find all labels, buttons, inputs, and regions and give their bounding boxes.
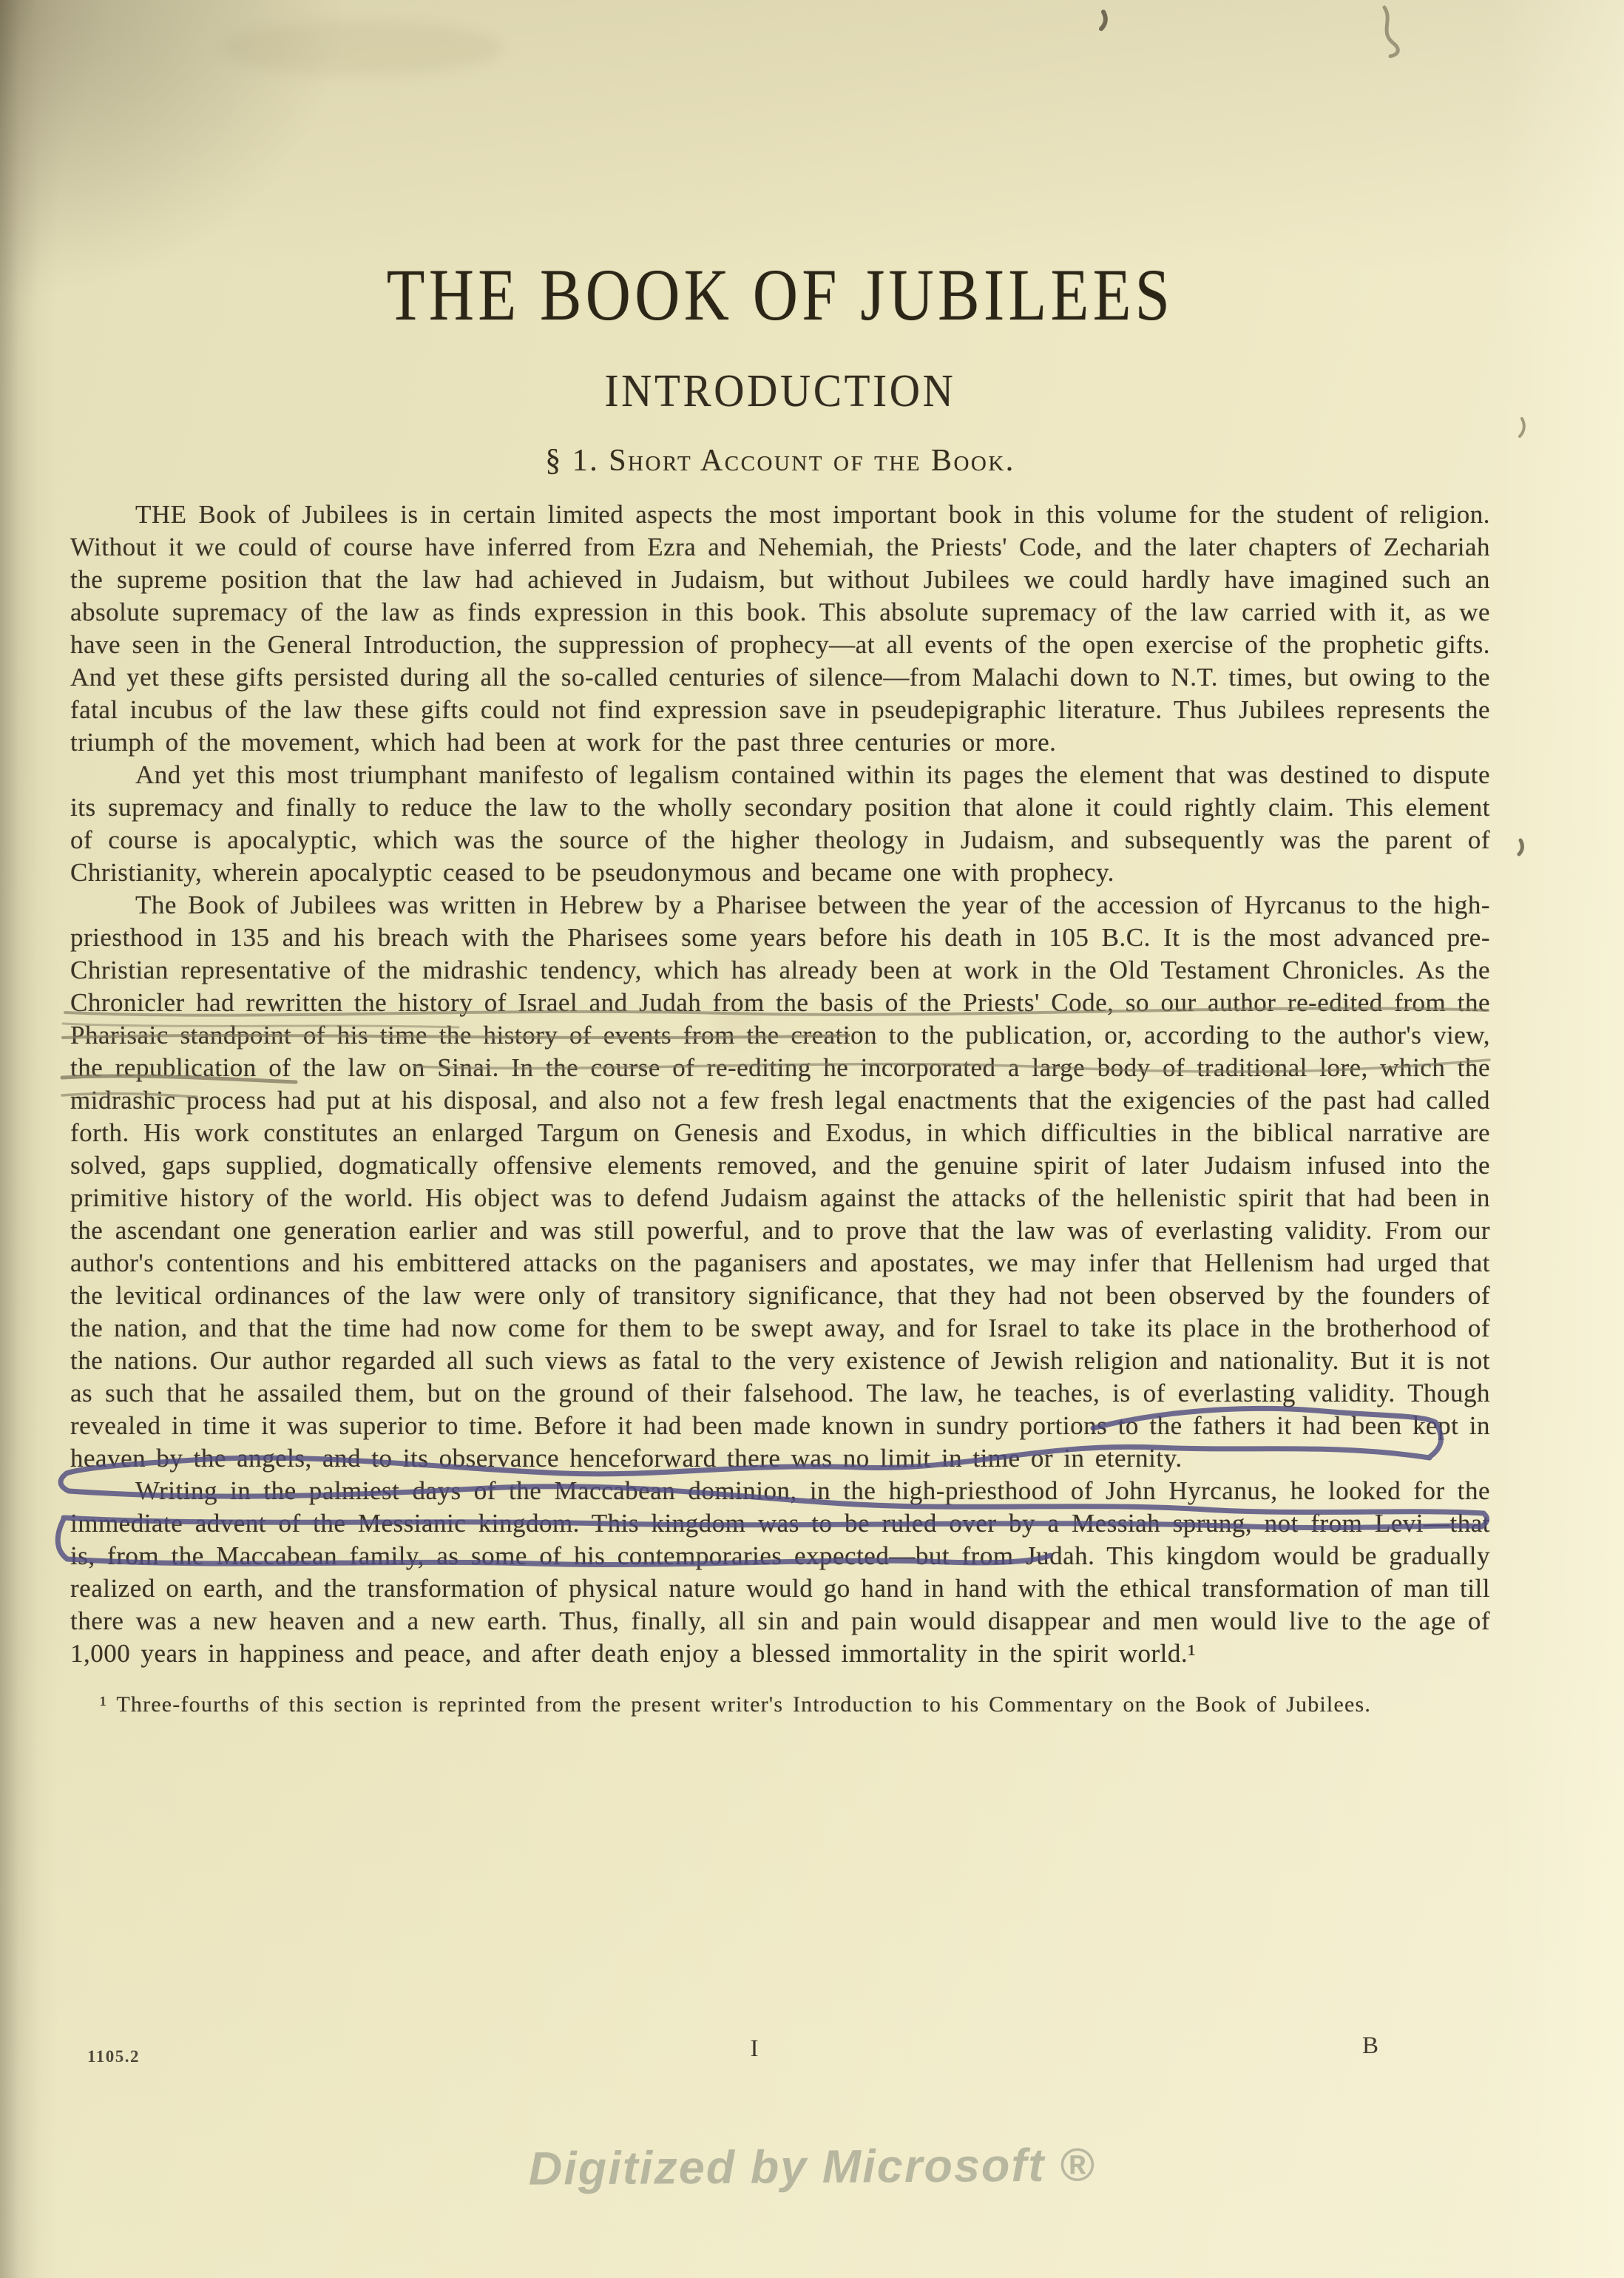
paragraph-1: THE Book of Jubilees is in certain limited aspects the most important book in this volume for the student of religion. Without it we could of course have inferred from Ezra and Nehemiah, the Priests' Code, and the later chapters of Zechariah the supreme position that the law had achieved in Judaism, but without Jubilees we could hardly have imagined such an absolute supremacy of the law as finds expression in this book. This absolute supremacy of the law carried with it, as we have seen in the General Introduction, the suppression of prophecy—at all events of the open exercise of the prophetic gifts. And yet these gifts persisted during all the so-called centuries of silence—from Malachi down to N.T. times, but owing to the fatal incubus of the law these gifts could not find expression save in pseudepigraphic literature. Thus Jubilees represents the triumph of the movement, which had been at work for the past three centuries or more. bbox=[70, 500, 1490, 757]
page-left-edge-shadow bbox=[0, 0, 59, 2278]
signature-mark: B bbox=[1362, 2032, 1379, 2059]
printers-mark: 1105.2 bbox=[87, 2047, 140, 2066]
body-text bbox=[70, 498, 1490, 1720]
paragraph-2: And yet this most triumphant manifesto of legalism contained within its pages the element that was destined to dispute its supremacy and finally to reduce the law to the wholly secondary position that alone it could rightly claim. This element of course is apocalyptic, which was the source of the higher theology in Judaism, and subsequently was the parent of Christianity, wherein apocalyptic ceased to be pseudonymous and became one with prophecy. bbox=[70, 760, 1490, 887]
paragraph-4: Writing in the palmiest days of the Maccabean dominion, in the high-priesthood of John Hyrcanus, he looked for the immediate advent of the Messianic kingdom. This kingdom was to be ruled over by a Messiah sprung, not from Levi—that is, from the Maccabean family, as some of his contemporaries expected—but from Judah. This kingdom would be gradually realized on earth, and the transformation of physical nature would go hand in hand with the ethical transformation of man till there was a new heaven and a new earth. Thus, finally, all sin and pain would disappear and men would live to the age of 1,000 years in happiness and peace, and after death enjoy a blessed immortality in the spirit world.¹ bbox=[70, 1476, 1490, 1668]
section-heading: § 1. Short Account of the Book. bbox=[545, 444, 1015, 478]
page-title: THE BOOK OF JUBILEES bbox=[386, 254, 1174, 337]
page-right-edge-light bbox=[1498, 0, 1624, 2278]
page-number: I bbox=[750, 2035, 759, 2062]
pencil-squiggle-mark bbox=[1384, 7, 1398, 56]
footnote: ¹ Three-fourths of this section is reprinted from the present writer's Introduction to his Commentary on the Book of Jubilees. bbox=[100, 1692, 1372, 1717]
page-subtitle: INTRODUCTION bbox=[604, 366, 956, 416]
paragraph-3: The Book of Jubilees was written in Hebrew by a Pharisee between the year of the accession of Hyrcanus to the high-priesthood in 135 and his breach with the Pharisees some years before his death in 105 B.C. It is the most advanced pre-Christian representative of the midrashic tendency, which has already been at work in the Old Testament Chronicles. As the Chronicler had rewritten the history of Israel and Judah from the basis of the Priests' Code, so our author re-edited from the Pharisaic standpoint of his time the history of events from the creation to the publication, or, according to the author's view, the republication of the law on Sinai. In the course of re-editing he incorporated a large body of traditional lore, which the midrashic process had put at his disposal, and also not a few fresh legal enactments that the exigencies of the past had called forth. His work constitutes an enlarged Targum on Genesis and Exodus, in which difficulties in the biblical narrative are solved, gaps supplied, dogmatically offensive elements removed, and the genuine spirit of later Judaism infused into the primitive history of the world. His object was to defend Judaism against the attacks of the hellenistic spirit that had been in the ascendant one generation earlier and was still powerful, and to prove that the law was of everlasting validity. From our author's contentions and his embittered attacks on the paganisers and apostates, we may infer that Hellenism had urged that the levitical ordinances of the law were only of transitory significance, that they had not been observed by the founders of the nation, and that the time had now come for them to be swept away, and for Israel to take its place in the brotherhood of the nations. Our author regarded all such views as fatal to the very existence of Jewish religion and nationality. But it is not as such that he assailed them, but on the ground of their falsehood. The law, he teaches, is of everlasting validity. Though revealed in time it was superior to time. Before it had been made known in sundry portions to the fathers it had been kept in heaven by the angels, and to its observance henceforward there was no limit in time or in eternity. bbox=[70, 890, 1490, 1473]
scan-smudge bbox=[222, 21, 503, 75]
ink-underline-annotation bbox=[58, 1519, 67, 1559]
microsoft-watermark: Digitized by Microsoft ® bbox=[528, 2139, 1096, 2195]
ink-underline-annotation bbox=[61, 1473, 69, 1491]
stray-mark bbox=[1101, 12, 1106, 29]
